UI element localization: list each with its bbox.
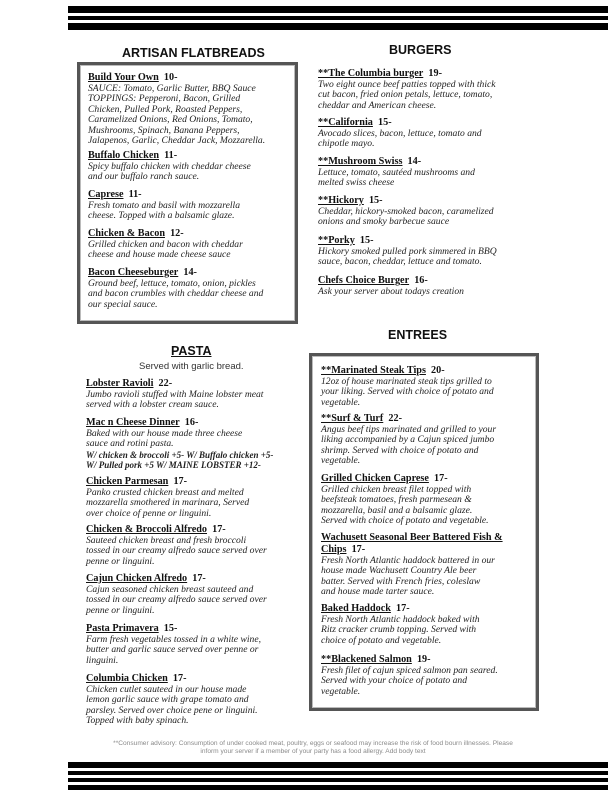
item-name-cont: Chips — [321, 544, 347, 555]
item-name: Caprese — [88, 189, 124, 200]
item-add-ons: W/ chicken & broccoli +5- W/ Buffalo chicken +5- W/ Pulled pork +5 W/ MAINE LOBSTER +12- — [86, 449, 274, 471]
item-name: Baked Haddock — [321, 603, 391, 614]
item-description: Cheddar, hickory-smoked bacon, caramelized onions and smoky barbecue sauce — [318, 206, 494, 228]
item-price: 19- — [428, 68, 442, 79]
item-name: Mac n Cheese Dinner — [86, 417, 180, 428]
menu-item — [86, 573, 267, 616]
menu-item — [321, 654, 498, 697]
entrees-title: ENTREES — [388, 328, 448, 342]
item-description: Grilled chicken breast filet topped with beefsteak tomatoes, fresh parmesean & mozzarella, basil and a balsamic glaze. Served with choice of potato and vegetable. — [321, 484, 489, 527]
item-price: 12- — [170, 228, 184, 239]
item-name: Pasta Primavera — [86, 623, 159, 634]
menu-item — [88, 72, 265, 146]
menu-item — [321, 473, 489, 527]
item-price: 16- — [414, 275, 428, 286]
item-name: Grilled Chicken Caprese — [321, 473, 429, 484]
item-name: **Porky — [318, 235, 355, 246]
item-description: Fresh tomato and basil with mozzarella cheese. Topped with a balsamic glaze. — [88, 200, 240, 222]
menu-item — [318, 156, 475, 189]
menu-item — [88, 150, 251, 183]
menu-item — [86, 623, 261, 666]
item-price: 17- — [396, 603, 410, 614]
item-description: Hickory smoked pulled pork simmered in BBQ sauce, bacon, cheddar, lettuce and tomato. — [318, 246, 497, 268]
item-description: Grilled chicken and bacon with cheddar cheese and house made cheese sauce — [88, 239, 243, 261]
item-price: 17- — [172, 673, 187, 684]
item-description: Spicy buffalo chicken with cheddar cheese and our buffalo ranch sauce. — [88, 161, 251, 183]
item-price: 15- — [368, 195, 383, 206]
item-name: Bacon Cheeseburger — [88, 267, 179, 278]
item-description: 12oz of house marinated steak tips grilled to your liking. Served with choice of potato and vegetable. — [321, 376, 494, 408]
item-price: 19- — [416, 654, 431, 665]
item-description: Baked with our house made three cheese sauce and rotini pasta. — [86, 428, 243, 450]
consumer-advisory: **Consumer advisory: Consumption of under cooked meat, poultry, eggs or seafood may increase the risk of food bourn illnesses. Please inform your server if a member of your party has a food allergy. Add body text — [113, 740, 513, 756]
menu-item — [318, 117, 482, 150]
menu-item — [86, 673, 258, 727]
item-name: **Surf & Turf — [321, 413, 384, 424]
flatbreads-title: ARTISAN FLATBREADS — [122, 46, 265, 60]
item-price: 17- — [173, 476, 188, 487]
item-name: Chicken & Bacon — [88, 228, 165, 239]
menu-item — [321, 365, 494, 408]
item-description: Fresh filet of cajun spiced salmon pan seared. Served with your choice of potato and vegetable. — [321, 665, 498, 697]
item-name: **Mushroom Swiss — [318, 156, 403, 167]
item-price: 22- — [158, 378, 173, 389]
item-name: **Hickory — [318, 195, 364, 206]
item-price: 10- — [163, 72, 178, 83]
item-price: 15- — [163, 623, 178, 634]
item-name: **California — [318, 117, 373, 128]
menu-item — [318, 235, 497, 268]
item-description: Cajun seasoned chicken breast sauteed and tossed in our creamy alfredo sauce served over penne or linguini. — [86, 584, 267, 616]
item-price: 14- — [183, 267, 197, 278]
item-description: Ask your server about todays creation — [318, 286, 464, 297]
item-name: Chicken Parmesan — [86, 476, 169, 487]
item-price: 15- — [359, 235, 374, 246]
item-name: **Marinated Steak Tips — [321, 365, 426, 376]
item-price: 16- — [184, 417, 199, 428]
item-description: Fresh North Atlantic haddock baked with Ritz cracker crumb topping. Served with choice of potato and vegetable. — [321, 614, 480, 646]
item-description: Farm fresh vegetables tossed in a white wine, butter and garlic sauce served over penne or linguini. — [86, 634, 261, 666]
pasta-title: PASTA — [171, 344, 212, 358]
menu-item — [86, 476, 249, 519]
menu-item — [88, 228, 243, 261]
item-description: Avocado slices, bacon, lettuce, tomato and chipotle mayo. — [318, 128, 482, 150]
item-name: **Blackened Salmon — [321, 654, 412, 665]
item-description: Two eight ounce beef patties topped with thick cut bacon, fried onion petals, lettuce, tomato, cheddar and American cheese. — [318, 79, 496, 111]
menu-item — [88, 267, 263, 310]
item-name: Chefs Choice Burger — [318, 275, 410, 286]
item-name: Columbia Chicken — [86, 673, 168, 684]
menu-item — [88, 189, 240, 222]
menu-item — [321, 603, 480, 646]
bottom-stripe-band — [68, 762, 608, 790]
menu-item — [86, 378, 263, 411]
item-price: 17- — [212, 524, 226, 535]
item-name: Chicken & Broccoli Alfredo — [86, 524, 208, 535]
item-description: Ground beef, lettuce, tomato, onion, pickles and bacon crumbles with cheddar cheese and our special sauce. — [88, 278, 264, 310]
pasta-subtitle: Served with garlic bread. — [139, 361, 244, 372]
item-description: Angus beef tips marinated and grilled to your liking accompanied by a Cajun spiced jumbo shrimp. Served with choice of potato and vegetable. — [321, 424, 497, 467]
menu-item — [86, 524, 267, 567]
item-name: Cajun Chicken Alfredo — [86, 573, 188, 584]
menu-item — [321, 532, 503, 598]
item-description: Jumbo ravioli stuffed with Maine lobster meat served with a lobster cream sauce. — [86, 389, 264, 411]
item-price: 22- — [388, 413, 402, 424]
item-price: 20- — [431, 365, 445, 376]
item-description: Sauteed chicken breast and fresh broccoli tossed in our creamy alfredo sauce served over penne or linguini. — [86, 535, 267, 567]
item-price: 11- — [128, 189, 142, 200]
burgers-title: BURGERS — [389, 43, 452, 57]
item-name: Lobster Ravioli — [86, 378, 154, 389]
item-name: Wachusett Seasonal Beer Battered Fish & — [321, 532, 503, 543]
top-stripe-band — [68, 6, 608, 30]
item-name: **The Columbia burger — [318, 68, 424, 79]
item-price: 14- — [407, 156, 422, 167]
menu-item — [318, 275, 464, 297]
menu-item — [86, 417, 273, 471]
item-price: 11- — [164, 150, 178, 161]
item-price: 15- — [378, 117, 392, 128]
item-description: Chicken cutlet sauteed in our house made lemon garlic sauce with grape tomato and parsley. Served over choice pene or linguini. Topped with baby spinach. — [86, 684, 258, 727]
menu-item — [318, 68, 496, 111]
item-description: Fresh North Atlantic haddock battered in our house made Wachusett Country Ale beer batter. Served with French fries, coleslaw and house made tarter sauce. — [321, 555, 495, 598]
item-name: Buffalo Chicken — [88, 150, 160, 161]
item-description: SAUCE: Tomato, Garlic Butter, BBQ Sauce TOPPINGS: Pepperoni, Bacon, Grilled Chicken, Pulled Pork, Roasted Peppers, Caramelized Onions, Red Onions, Tomato, Mushrooms, Spinach, Banana Peppers, Jalapenos, Garlic, Cheddar Jack, Mozzarella. — [88, 83, 266, 147]
item-description: Lettuce, tomato, sautéed mushrooms and melted swiss cheese — [318, 167, 475, 189]
menu-item — [321, 413, 496, 467]
menu-item — [318, 195, 494, 228]
item-price: 17- — [351, 544, 366, 555]
item-price: 17- — [192, 573, 206, 584]
item-price: 17- — [434, 473, 448, 484]
item-name: Build Your Own — [88, 72, 159, 83]
item-description: Panko crusted chicken breast and melted mozzarella smothered in marinara, Served over choice of penne or linguini. — [86, 487, 250, 519]
